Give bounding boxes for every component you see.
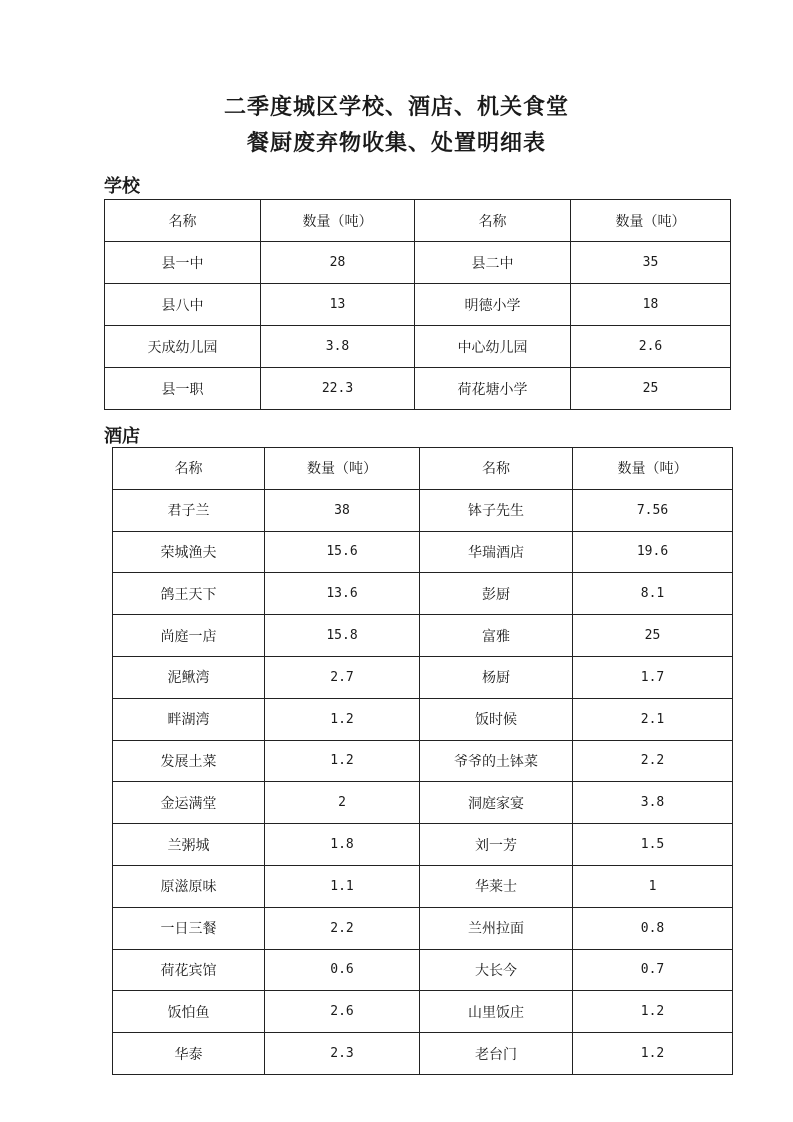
cell-name: 县一职 bbox=[105, 368, 261, 410]
cell-name: 泥鳅湾 bbox=[113, 656, 265, 698]
cell-quantity: 3.8 bbox=[261, 326, 415, 368]
cell-quantity: 0.7 bbox=[573, 949, 733, 991]
cell-quantity: 35 bbox=[571, 242, 731, 284]
cell-name: 华莱士 bbox=[420, 865, 573, 907]
table-row bbox=[105, 242, 731, 284]
cell-name: 中心幼儿园 bbox=[415, 326, 571, 368]
cell-name: 尚庭一店 bbox=[113, 615, 265, 657]
cell-name: 荣城渔夫 bbox=[113, 531, 265, 573]
cell-quantity: 2 bbox=[265, 782, 420, 824]
cell-quantity: 13 bbox=[261, 284, 415, 326]
cell-quantity: 1.2 bbox=[265, 698, 420, 740]
cell-quantity: 28 bbox=[261, 242, 415, 284]
cell-quantity: 1 bbox=[573, 865, 733, 907]
header-quantity: 数量（吨） bbox=[261, 200, 415, 242]
cell-name: 老台门 bbox=[420, 1033, 573, 1075]
cell-quantity: 2.3 bbox=[265, 1033, 420, 1075]
cell-name: 富雅 bbox=[420, 615, 573, 657]
header-quantity: 数量（吨） bbox=[571, 200, 731, 242]
cell-name: 大长今 bbox=[420, 949, 573, 991]
cell-quantity: 15.8 bbox=[265, 615, 420, 657]
cell-quantity: 2.6 bbox=[571, 326, 731, 368]
cell-quantity: 0.6 bbox=[265, 949, 420, 991]
table-row bbox=[113, 615, 733, 657]
cell-name: 爷爷的土钵菜 bbox=[420, 740, 573, 782]
cell-quantity: 7.56 bbox=[573, 489, 733, 531]
table-header-row bbox=[105, 200, 731, 242]
header-quantity: 数量（吨） bbox=[265, 448, 420, 490]
cell-name: 鸽王天下 bbox=[113, 573, 265, 615]
cell-quantity: 22.3 bbox=[261, 368, 415, 410]
cell-name: 金运满堂 bbox=[113, 782, 265, 824]
cell-quantity: 2.1 bbox=[573, 698, 733, 740]
cell-quantity: 2.7 bbox=[265, 656, 420, 698]
header-name: 名称 bbox=[105, 200, 261, 242]
cell-name: 荷花塘小学 bbox=[415, 368, 571, 410]
cell-quantity: 25 bbox=[573, 615, 733, 657]
cell-quantity: 25 bbox=[571, 368, 731, 410]
table-row bbox=[105, 284, 731, 326]
cell-quantity: 13.6 bbox=[265, 573, 420, 615]
cell-quantity: 0.8 bbox=[573, 907, 733, 949]
cell-quantity: 1.8 bbox=[265, 824, 420, 866]
cell-name: 君子兰 bbox=[113, 489, 265, 531]
cell-quantity: 1.2 bbox=[573, 1033, 733, 1075]
cell-name: 明德小学 bbox=[415, 284, 571, 326]
cell-name: 荷花宾馆 bbox=[113, 949, 265, 991]
cell-name: 山里饭庄 bbox=[420, 991, 573, 1033]
cell-quantity: 15.6 bbox=[265, 531, 420, 573]
cell-name: 华瑞酒店 bbox=[420, 531, 573, 573]
cell-quantity: 2.6 bbox=[265, 991, 420, 1033]
cell-quantity: 18 bbox=[571, 284, 731, 326]
cell-name: 刘一芳 bbox=[420, 824, 573, 866]
table-row bbox=[105, 368, 731, 410]
cell-quantity: 1.2 bbox=[265, 740, 420, 782]
cell-name: 钵子先生 bbox=[420, 489, 573, 531]
cell-quantity: 2.2 bbox=[573, 740, 733, 782]
header-name: 名称 bbox=[113, 448, 265, 490]
cell-quantity: 1.2 bbox=[573, 991, 733, 1033]
table-row bbox=[113, 865, 733, 907]
cell-quantity: 38 bbox=[265, 489, 420, 531]
hotel-table-body bbox=[113, 448, 733, 1075]
header-name: 名称 bbox=[415, 200, 571, 242]
table-row bbox=[113, 907, 733, 949]
cell-name: 饭时候 bbox=[420, 698, 573, 740]
table-row bbox=[113, 740, 733, 782]
cell-name: 县一中 bbox=[105, 242, 261, 284]
cell-name: 县八中 bbox=[105, 284, 261, 326]
cell-name: 兰州拉面 bbox=[420, 907, 573, 949]
table-row bbox=[113, 949, 733, 991]
section-label-hotel: 酒店 bbox=[104, 426, 140, 447]
cell-name: 华泰 bbox=[113, 1033, 265, 1075]
table-row bbox=[113, 782, 733, 824]
cell-quantity: 2.2 bbox=[265, 907, 420, 949]
table-row bbox=[113, 531, 733, 573]
cell-name: 兰粥城 bbox=[113, 824, 265, 866]
table-header-row bbox=[113, 448, 733, 490]
cell-quantity: 19.6 bbox=[573, 531, 733, 573]
cell-name: 原滋原味 bbox=[113, 865, 265, 907]
cell-name: 饭怕鱼 bbox=[113, 991, 265, 1033]
table-row bbox=[105, 326, 731, 368]
cell-name: 畔湖湾 bbox=[113, 698, 265, 740]
cell-name: 杨厨 bbox=[420, 656, 573, 698]
table-row bbox=[113, 489, 733, 531]
table-row bbox=[113, 573, 733, 615]
cell-name: 彭厨 bbox=[420, 573, 573, 615]
cell-quantity: 3.8 bbox=[573, 782, 733, 824]
table-row bbox=[113, 824, 733, 866]
section-label-school: 学校 bbox=[104, 176, 140, 197]
cell-name: 天成幼儿园 bbox=[105, 326, 261, 368]
cell-quantity: 8.1 bbox=[573, 573, 733, 615]
hotel-table bbox=[112, 447, 733, 1075]
cell-name: 一日三餐 bbox=[113, 907, 265, 949]
table-row bbox=[113, 656, 733, 698]
document-title-line-2: 餐厨废弃物收集、处置明细表 bbox=[246, 131, 546, 156]
cell-name: 发展土菜 bbox=[113, 740, 265, 782]
document-title-line-1: 二季度城区学校、酒店、机关食堂 bbox=[223, 95, 569, 120]
cell-quantity: 1.5 bbox=[573, 824, 733, 866]
school-table bbox=[104, 199, 731, 410]
cell-quantity: 1.1 bbox=[265, 865, 420, 907]
cell-quantity: 1.7 bbox=[573, 656, 733, 698]
table-row bbox=[113, 698, 733, 740]
cell-name: 县二中 bbox=[415, 242, 571, 284]
header-quantity: 数量（吨） bbox=[573, 448, 733, 490]
table-row bbox=[113, 1033, 733, 1075]
school-table-body bbox=[105, 200, 731, 410]
table-row bbox=[113, 991, 733, 1033]
cell-name: 洞庭家宴 bbox=[420, 782, 573, 824]
header-name: 名称 bbox=[420, 448, 573, 490]
